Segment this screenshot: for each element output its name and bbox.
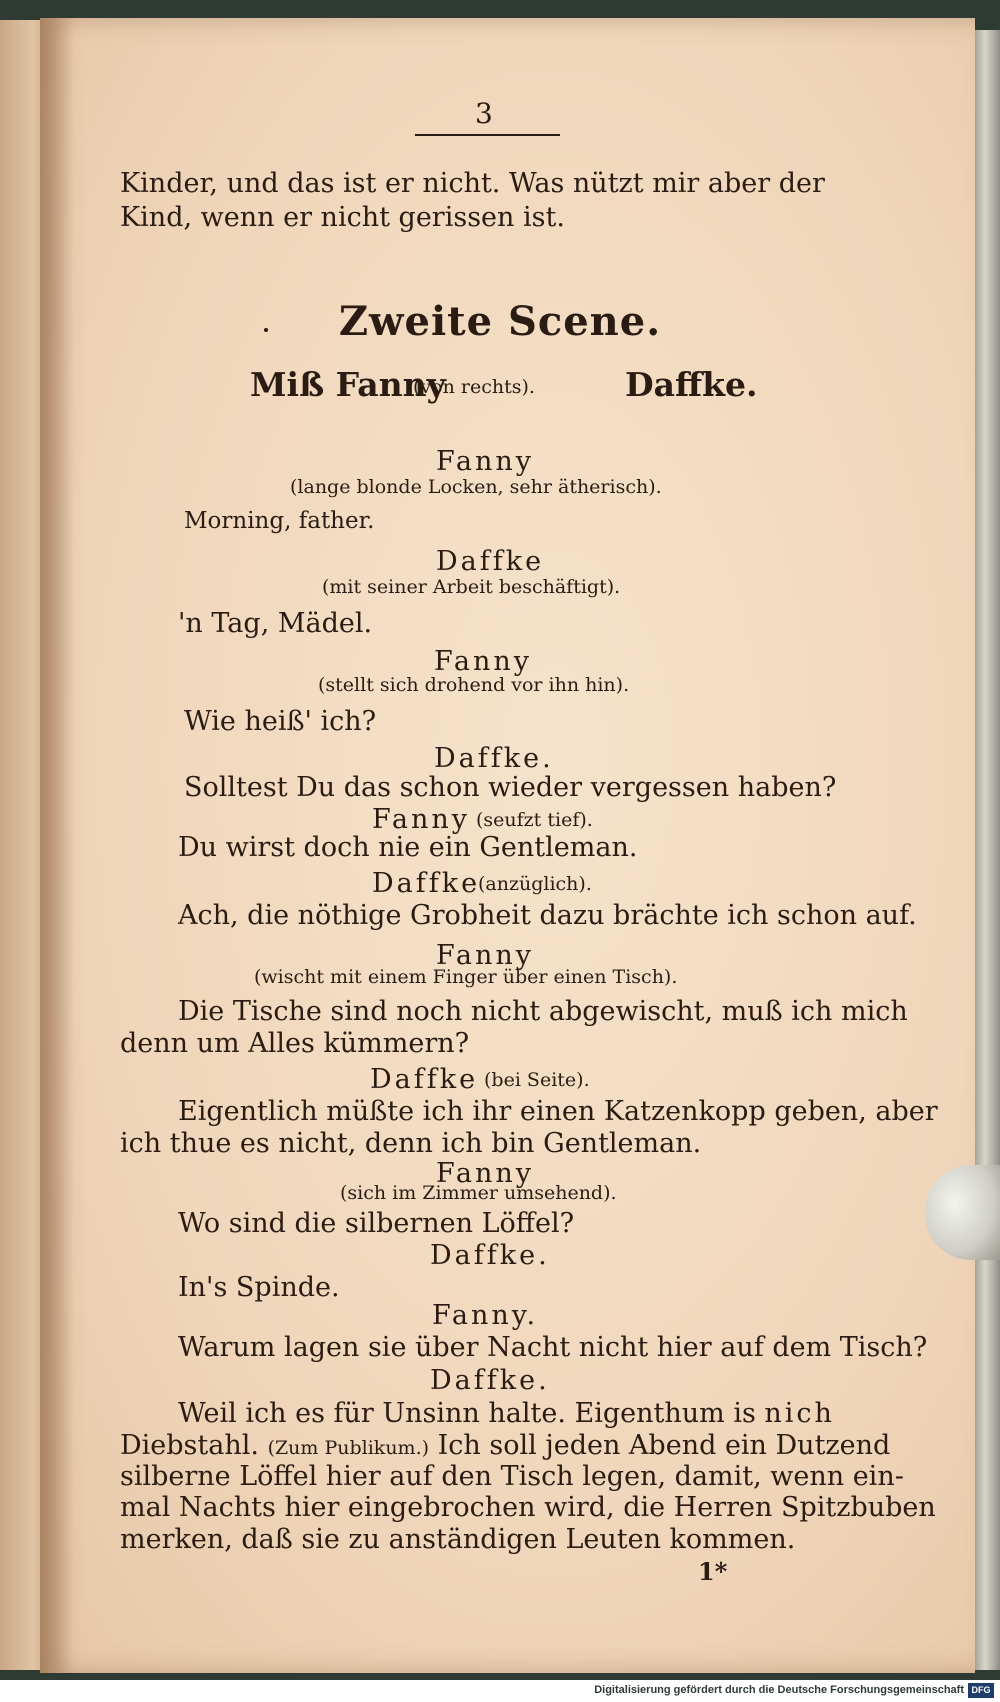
stage-direction: (seufzt tief). — [476, 809, 593, 831]
speaker-name: Daffke — [436, 546, 545, 577]
text-line: Kinder, und das ist er nicht. Was nützt mir aber der — [120, 168, 825, 199]
dialogue-line: In's Spinde. — [178, 1272, 340, 1303]
dialogue-line: Warum lagen sie über Nacht nicht hier auf dem Tisch? — [178, 1332, 928, 1363]
stage-direction: (sich im Zimmer umsehend). — [340, 1182, 617, 1204]
speaker-name: Daffke. — [430, 1240, 550, 1271]
dialogue-segment: Weil ich es für Unsinn halte. Eigenthum is — [178, 1398, 756, 1429]
stage-direction: (stellt sich drohend vor ihn hin). — [318, 674, 630, 696]
dialogue-line: merken, daß sie zu anständigen Leuten kommen. — [120, 1524, 796, 1555]
dialogue-line: Die Tische sind noch nicht abgewischt, muß ich mich — [178, 996, 908, 1027]
catchword: 1* — [698, 1557, 728, 1586]
speaker-name: Daffke — [372, 868, 481, 899]
dialogue-line: silberne Löffel hier auf den Tisch legen, damit, wenn ein- — [120, 1461, 904, 1492]
speaker-name: Daffke. — [430, 1365, 550, 1396]
page-number-rule — [415, 134, 560, 136]
dialogue-line: mal Nachts hier eingebrochen wird, die Herren Spitzbuben — [120, 1492, 936, 1523]
dialogue-segment: Ich soll jeden Abend ein Dutzend — [437, 1430, 891, 1461]
text-line: Kind, wenn er nicht gerissen ist. — [120, 202, 565, 233]
dialogue-line: Du wirst doch nie ein Gentleman. — [178, 832, 638, 863]
stage-direction: (lange blonde Locken, sehr ätherisch). — [290, 476, 662, 498]
dialogue-line: ich thue es nicht, denn ich bin Gentleman. — [120, 1128, 702, 1159]
dialogue-line: Eigentlich müßte ich ihr einen Katzenkopp geben, aber — [178, 1096, 938, 1127]
spine-shadow — [40, 18, 74, 1673]
speaker-name: Daffke. — [434, 743, 554, 774]
dialogue-line: Wie heiß' ich? — [184, 706, 377, 737]
dfg-logo: DFG — [968, 1683, 994, 1698]
dialogue-segment: Diebstahl. — [120, 1430, 259, 1461]
speaker-name: Daffke — [370, 1064, 479, 1095]
dialogue-line — [178, 1400, 835, 1427]
page-stack-edge — [975, 30, 1000, 1670]
dialogue-line: Ach, die nöthige Grobheit dazu brächte ich schon auf. — [178, 900, 917, 931]
stage-direction: (mit seiner Arbeit beschäftigt). — [322, 576, 621, 598]
dialogue-line: Morning, father. — [184, 508, 375, 534]
dialogue-line — [120, 1432, 890, 1459]
dialogue-line: Wo sind die silbernen Löffel? — [178, 1208, 575, 1239]
cast-stage-direction: (von rechts). — [413, 376, 535, 398]
dialogue-line: denn um Alles kümmern? — [120, 1028, 470, 1059]
stage-direction: (anzüglich). — [478, 873, 592, 895]
speaker-name: Fanny — [436, 940, 535, 971]
speaker-name: Fanny — [436, 446, 535, 477]
emphasized-word: nich — [764, 1398, 835, 1429]
speaker-name: Fanny — [436, 1158, 535, 1189]
speaker-name: Fanny — [372, 804, 471, 835]
dialogue-line: Solltest Du das schon wieder vergessen haben? — [184, 772, 837, 803]
stage-direction: (Zum Publikum.) — [267, 1437, 430, 1459]
scene-title: Zweite Scene. — [338, 298, 662, 345]
stage-direction: (wischt mit einem Finger über einen Tisch). — [254, 966, 678, 988]
page-number: 3 — [475, 97, 493, 130]
speaker-name: Fanny. — [432, 1300, 539, 1331]
cast-fanny: Miß Fanny — [250, 365, 446, 404]
speaker-name: Fanny — [434, 646, 533, 677]
footer-credit: Digitalisierung gefördert durch die Deutsche Forschungsgemeinschaft — [594, 1684, 964, 1696]
stage-direction: (bei Seite). — [484, 1069, 590, 1091]
dialogue-line: 'n Tag, Mädel. — [178, 608, 373, 639]
cast-daffke: Daffke. — [625, 365, 758, 404]
